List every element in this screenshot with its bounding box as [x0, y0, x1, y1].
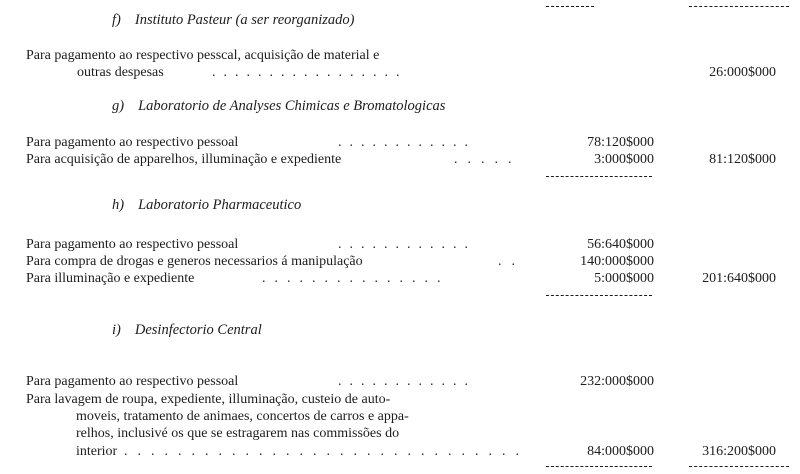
section-title: Desinfectorio Central [134, 322, 262, 338]
total-rule [689, 466, 789, 467]
line-item-text: Para pagamento ao respectivo pessoal [26, 374, 239, 389]
line-item-text: interior [76, 444, 118, 459]
section-total: 201:640$000 [702, 271, 776, 286]
line-item-text: Para lavagem de roupa, expediente, illuminação, custeio de auto- [26, 392, 391, 407]
line-item-amount: 5:000$000 [594, 271, 654, 286]
section-heading-i [112, 322, 262, 339]
dot-leader: ............ [338, 374, 476, 389]
line-item-text: Para acquisição de apparelhos, illuminação e expediente [26, 152, 342, 167]
section-total: 316:200$000 [702, 444, 776, 459]
dot-leader: .. [498, 254, 525, 269]
section-letter: g) [112, 98, 125, 114]
subtotal-rule [546, 295, 652, 296]
top-rule-total [689, 6, 789, 7]
dot-leader: ..... [454, 152, 522, 167]
section-heading-f [112, 12, 355, 29]
subtotal-rule [546, 176, 652, 177]
line-item-text: moveis, tratamento de animaes, concertos de carros e appa- [76, 409, 409, 424]
line-item-amount: 3:000$000 [594, 152, 654, 167]
section-heading-h [112, 197, 301, 214]
dot-leader: ............ [338, 237, 476, 252]
line-item-amount: 140:000$000 [580, 254, 654, 269]
section-letter: f) [112, 12, 121, 28]
dot-leader: .............................. [124, 444, 529, 459]
subtotal-rule [546, 466, 652, 467]
dot-leader: ................. [212, 65, 408, 80]
line-item-text: Para illuminação e expediente [26, 271, 195, 286]
line-item-text: Para pagamento ao respectivo pessoal [26, 135, 239, 150]
line-item-amount: 232:000$000 [580, 374, 654, 389]
line-item-amount: 78:120$000 [587, 135, 654, 150]
section-total: 81:120$000 [709, 152, 776, 167]
section-title: Laboratorio de Analyses Chimicas e Bromatologicas [138, 98, 446, 114]
section-title: Instituto Pasteur (a ser reorganizado) [134, 12, 355, 28]
line-item-text: outras despesas [77, 65, 164, 80]
line-item-amount: 84:000$000 [587, 444, 654, 459]
dot-leader: ............... [262, 271, 450, 286]
section-letter: h) [112, 197, 125, 213]
line-item-text: relhos, inclusivé os que se estragarem nas commissões do [76, 426, 400, 441]
section-total: 26:000$000 [709, 65, 776, 80]
top-rule-amount [546, 6, 594, 7]
dot-leader: ............ [338, 135, 476, 150]
line-item-text: Para compra de drogas e generos necessarios á manipulação [26, 254, 363, 269]
section-letter: i) [112, 322, 121, 338]
section-title: Laboratorio Pharmaceutico [138, 197, 302, 213]
line-item-amount: 56:640$000 [587, 237, 654, 252]
line-item-text: Para pagamento ao respectivo pesscal, acquisição de material e [26, 48, 380, 63]
line-item-text: Para pagamento ao respectivo pessoal [26, 237, 239, 252]
section-heading-g [112, 98, 445, 115]
